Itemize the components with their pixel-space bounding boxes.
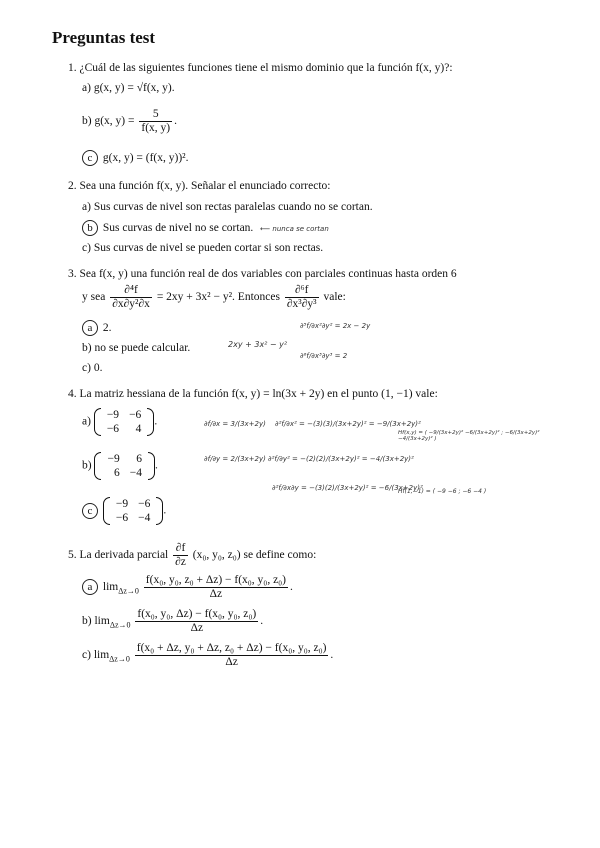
limit-subscript: Δz→0 — [118, 586, 139, 596]
handwritten-note: ∂f/∂x = 3/(3x+2y) — [204, 420, 266, 428]
matrix-cell: 6 — [136, 453, 142, 465]
question-number: 4. — [68, 388, 77, 400]
q5-option-a[interactable]: a $\lim_{\Delta z\to 0}$ $\frac{\text{f(x₀, y₀, z₀ + Δz) − f(x₀, y₀, z₀)}}{\Delta z}$ . — [82, 574, 293, 601]
question-number: 2. — [68, 180, 77, 192]
fraction-numerator: f(x₀, y₀, z₀ + Δz) − f(x₀, y₀, z₀) — [145, 574, 287, 586]
fraction — [139, 108, 172, 135]
option-lhs: g(x, y) = — [94, 115, 135, 128]
q3-option-c[interactable] — [82, 362, 102, 374]
fraction-denominator: f(x, y) — [141, 122, 171, 134]
q1-option-b[interactable]: b) g(x, y) = $\frac{5}{f(x, y)}$ . — [82, 108, 177, 134]
matrix-cell: 4 — [135, 423, 142, 435]
handwritten-note: ∂f/∂y = 2/(3x+2y) — [204, 455, 266, 463]
option-text: g(x, y) = (f(x, y))². — [102, 152, 189, 164]
option-label: b) — [82, 615, 92, 628]
fraction-numerator: ∂⁶f — [285, 284, 319, 298]
question-text: Sea f(x, y) una función real de dos variables con parciales continuas hasta orden 6 — [79, 268, 457, 280]
page-title: Preguntas test — [52, 28, 156, 47]
question-text: La matriz hessiana de la función f(x, y) = ln(3x + 2y) en el punto (1, −1) vale: — [79, 388, 438, 400]
fraction-numerator: ∂f — [173, 542, 188, 556]
option-label: a) — [82, 415, 91, 428]
handwritten-note: ∂²f/∂y² = −(2)(2)/(3x+2y)² = −4/(3x+2y)² — [268, 455, 414, 463]
option-text: Sus curvas de nivel se pueden cortar si son rectas. — [93, 242, 324, 254]
matrix-cell: −6 — [138, 498, 151, 510]
fraction-numerator: 5 — [139, 108, 172, 122]
limit-symbol: lim — [94, 615, 110, 628]
q2-option-a[interactable] — [82, 201, 373, 213]
matrix-cell: −6 — [129, 409, 142, 421]
question-2 — [68, 180, 330, 192]
limit-subscript: Δz→0 — [109, 620, 131, 630]
q3-option-a[interactable] — [82, 320, 112, 336]
selected-circle: b — [82, 220, 98, 236]
option-text: g(x, y) = √f(x, y). — [93, 82, 175, 94]
option-text: Sus curvas de nivel son rectas paralelas cuando no se cortan. — [93, 201, 373, 213]
matrix-cell: −6 — [106, 423, 120, 435]
fraction — [144, 574, 288, 601]
q4-option-a[interactable]: a) −9 −6 −6 4 . — [82, 409, 158, 435]
handwritten-note: 2xy + 3x² − y² — [228, 340, 288, 349]
q5-option-b[interactable]: b) $\lim_{\Delta z\to 0}$ $\frac{\text{f(x₀, y₀, Δz) − f(x₀, y₀, z₀)}}{\Delta z}$ . — [82, 608, 264, 634]
question-text: La derivada parcial — [79, 549, 169, 562]
q5-option-c[interactable]: c) $\lim_{\Delta z\to 0}$ $\frac{\text{f(x₀ + Δz, y₀ + Δz, z₀ + Δz) − f(x₀, y₀, z₀)}}{\Delta z}$ . — [82, 642, 334, 668]
selected-circle: c — [82, 150, 98, 166]
fraction-denominator: Δz — [190, 622, 204, 634]
fraction-denominator: ∂x∂y²∂x — [112, 298, 150, 310]
handwritten-note: ∂⁵f/∂x²∂y² = 2x − 2y — [300, 322, 371, 330]
matrix-cell: −4 — [138, 512, 151, 524]
matrix-cell: −6 — [115, 512, 129, 524]
q1-option-a[interactable] — [82, 82, 175, 94]
option-text: 0. — [93, 362, 103, 374]
option-label: c) — [82, 649, 91, 662]
question-text: Sea una función f(x, y). Señalar el enunciado correcto: — [79, 180, 331, 192]
option-text: no se puede calcular. — [94, 342, 191, 354]
question-3-line-2 — [82, 284, 346, 311]
fraction-denominator: Δz — [209, 588, 223, 600]
option-text: Sus curvas de nivel no se cortan. — [102, 222, 254, 234]
question-text: ¿Cuál de las siguientes funciones tiene el mismo dominio que la función f(x, y)?: — [79, 62, 453, 74]
fraction-d6 — [285, 284, 319, 311]
matrix-cell: −9 — [106, 409, 120, 421]
option-label: c) — [82, 242, 91, 254]
q2-option-c[interactable] — [82, 242, 323, 254]
question-4 — [68, 388, 438, 400]
fraction-numerator: ∂⁴f — [110, 284, 152, 298]
q2-option-b[interactable] — [82, 220, 329, 236]
matrix-cell: −4 — [129, 467, 142, 479]
option-label: b) — [82, 115, 92, 128]
limit-symbol: lim — [102, 581, 119, 594]
selected-circle: a — [82, 579, 98, 595]
q4-option-b[interactable]: b) −9 6 6 −4 . — [82, 453, 158, 479]
option-label: a) — [82, 201, 91, 213]
limit-subscript: Δz→0 — [109, 654, 130, 664]
handwritten-note: Hf(x,y) = ( −9/(3x+2y)² −6/(3x+2y)² ; −6/(3x+2y)² −4/(3x+2y)² ) — [398, 430, 540, 442]
option-label: c) — [82, 362, 91, 374]
fraction-denominator: Δz — [225, 656, 238, 668]
question-3 — [68, 268, 457, 280]
fraction — [135, 608, 258, 635]
option-label: a) — [82, 82, 91, 94]
question-number: 5. — [68, 549, 77, 562]
option-text: 2. — [102, 322, 112, 334]
q4-option-c[interactable]: c −9 −6 −6 −4 . — [82, 497, 166, 525]
handwritten-note: ∂²f/∂x² = −(3)(3)/(3x+2y)² = −9/(3x+2y)² — [275, 420, 421, 428]
text-fragment: y sea — [82, 291, 106, 304]
limit-symbol: lim — [93, 649, 110, 662]
q3-option-b[interactable] — [82, 342, 190, 354]
selected-circle: c — [82, 503, 98, 519]
fraction-denominator: ∂z — [175, 556, 186, 568]
question-5 — [68, 542, 316, 569]
matrix — [94, 452, 155, 480]
matrix — [103, 497, 164, 525]
question-1 — [68, 62, 453, 74]
fraction — [173, 542, 188, 569]
option-label: b) — [82, 459, 92, 472]
selected-circle: a — [82, 320, 98, 336]
handwritten-note: Hf(1,−1) = ( −9 −6 ; −6 −4 ) — [398, 488, 487, 495]
q1-option-c[interactable] — [82, 150, 189, 166]
question-text: (x₀, y₀, z₀) se define como: — [192, 549, 317, 562]
fraction-numerator: f(x₀ + Δz, y₀ + Δz, z₀ + Δz) − f(x₀, y₀, z₀) — [136, 642, 327, 654]
handwritten-note: ⟵ nunca se cortan — [260, 225, 329, 233]
fraction — [135, 642, 329, 669]
fraction-numerator: f(x₀, y₀, Δz) − f(x₀, y₀, z₀) — [137, 608, 257, 620]
text-fragment: vale: — [323, 291, 346, 304]
text-fragment: = 2xy + 3x² − y². Entonces — [156, 291, 280, 304]
matrix-cell: −9 — [115, 498, 129, 510]
fraction-denominator: ∂x³∂y³ — [286, 298, 317, 310]
matrix-cell: −9 — [107, 453, 120, 465]
fraction-d4 — [110, 284, 152, 311]
matrix-cell: 6 — [113, 467, 120, 479]
option-label: b) — [82, 342, 92, 354]
question-number: 3. — [68, 268, 77, 280]
handwritten-note: ∂⁶f/∂x³∂y³ = 2 — [300, 352, 348, 360]
handwritten-note: ∂²f/∂x∂y = −(3)(2)/(3x+2y)² = −6/(3x+2y)² — [272, 484, 423, 492]
question-number: 1. — [68, 62, 77, 74]
matrix — [94, 408, 155, 436]
